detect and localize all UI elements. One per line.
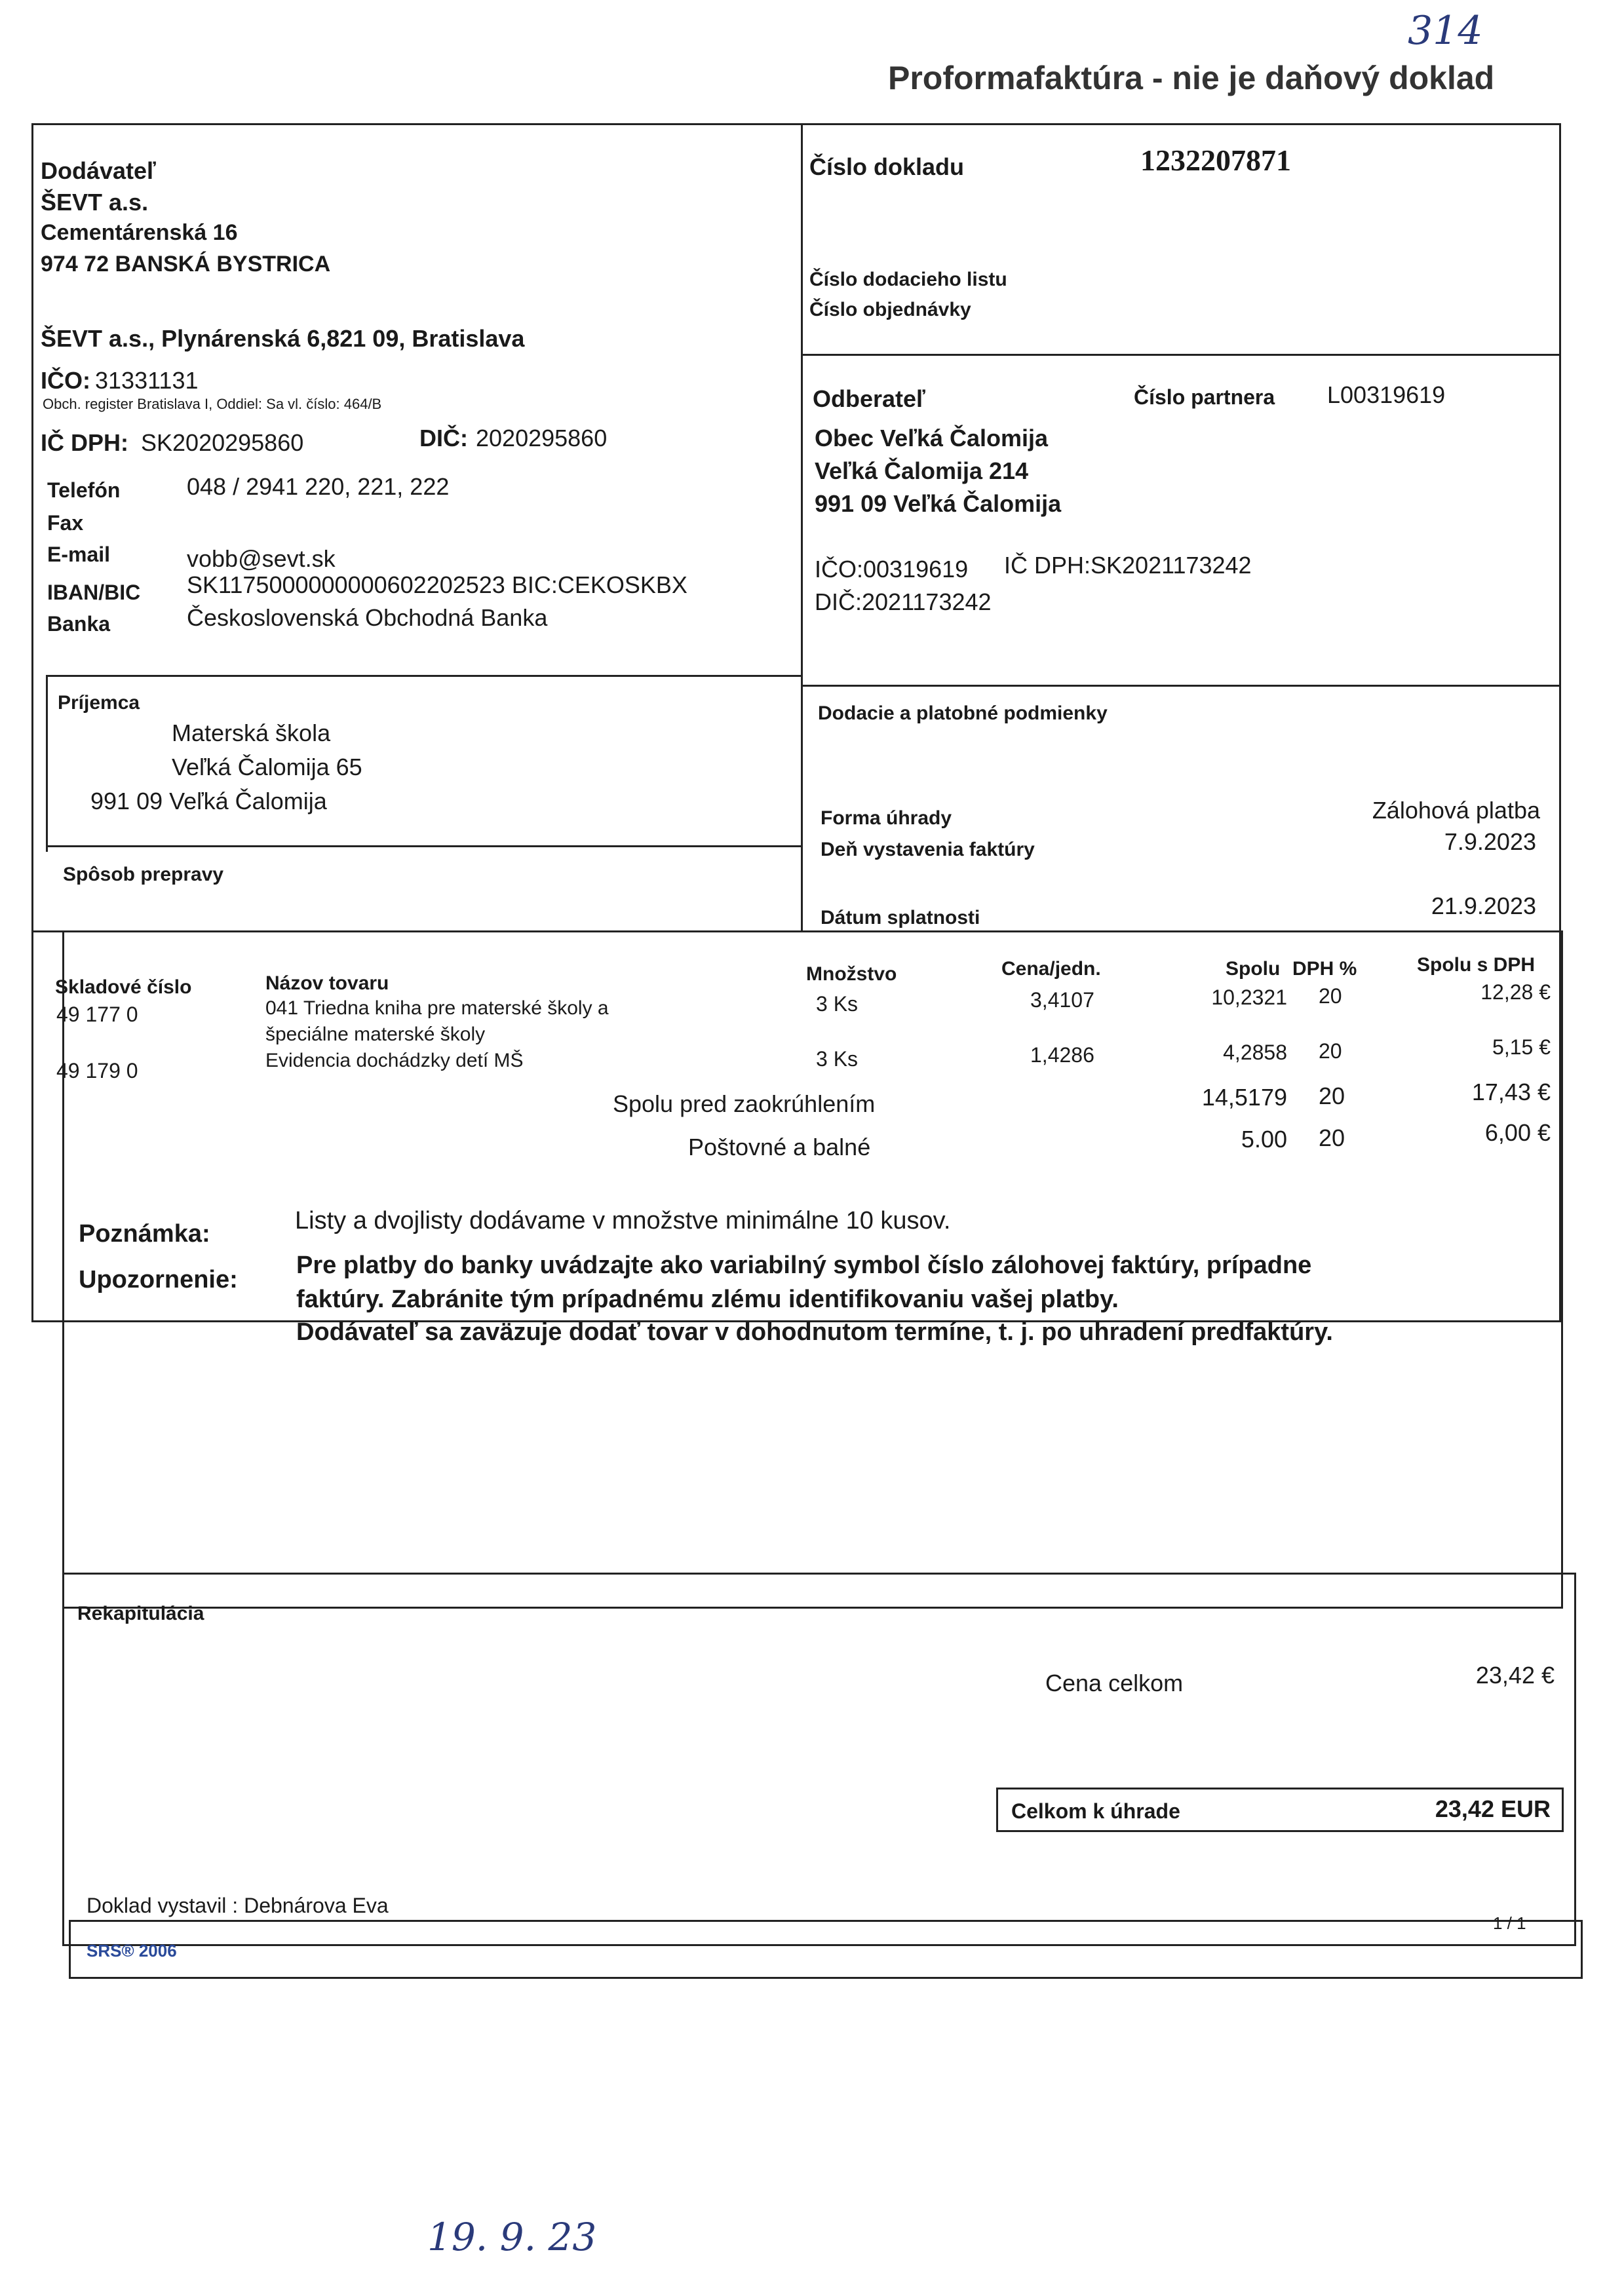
customer-street: Veľká Čalomija 214: [815, 457, 1029, 484]
terms-heading: Dodacie a platobné podmienky: [818, 702, 1108, 724]
warning-line3: Dodávateľ sa zaväzuje dodať tovar v dohodnutom termíne, t. j. po uhradení predfaktúry.: [296, 1318, 1333, 1346]
supplier-icdph: SK2020295860: [141, 429, 304, 456]
supplier-separator: [46, 675, 802, 677]
item-1-name-cont: špeciálne materské školy: [265, 1024, 486, 1045]
supplier-email: vobb@sevt.sk: [187, 545, 336, 572]
postage-vat: 20: [1319, 1124, 1345, 1151]
doc-number: 1232207871: [1140, 144, 1291, 177]
item-1-sku: 49 177 0: [56, 1003, 138, 1026]
price-total-label: Cena celkom: [1045, 1670, 1184, 1696]
customer-name: Obec Veľká Čalomija: [815, 425, 1049, 451]
col-header-total: Spolu: [1226, 958, 1281, 980]
page-indicator: 1 / 1: [1493, 1913, 1526, 1933]
warning-line2: faktúry. Zabránite tým prípadnému zlému identifikovaniu vašej platby.: [296, 1286, 1119, 1313]
postage-label: Poštovné a balné: [688, 1134, 871, 1160]
footer-box: [69, 1920, 1583, 1979]
supplier-register: Obch. register Bratislava I, Oddiel: Sa vl. číslo: 464/B: [43, 396, 382, 412]
customer-heading: Odberateľ: [813, 385, 925, 412]
payment-form-label: Forma úhrady: [821, 807, 952, 829]
docnum-separator: [801, 354, 1560, 356]
item-2-unit-price: 1,4286: [1030, 1043, 1094, 1067]
item-2-sku: 49 179 0: [56, 1059, 138, 1082]
postage-total-vat: 6,00 €: [1484, 1119, 1551, 1146]
supplier-city: 974 72 BANSKÁ BYSTRICA: [41, 252, 331, 277]
handwritten-page-number: 314: [1408, 8, 1483, 54]
handwritten-date: 19. 9. 23: [427, 2215, 597, 2259]
note-text: Listy a dvojlisty dodávame v množstve minimálne 10 kusov.: [295, 1207, 951, 1234]
supplier-phone: 048 / 2941 220, 221, 222: [187, 473, 450, 500]
supplier-heading: Dodávateľ: [41, 157, 156, 184]
supplier-fax-label: Fax: [47, 511, 84, 535]
order-label: Číslo objednávky: [809, 299, 971, 320]
customer-city: 991 09 Veľká Čalomija: [815, 490, 1062, 517]
postage-total: 5.00: [1241, 1126, 1287, 1153]
supplier-ico: 31331131: [95, 367, 199, 394]
supplier-icdph-label: IČ DPH:: [41, 429, 128, 456]
recipient-line3: 991 09 Veľká Čalomija: [90, 788, 327, 814]
page-title: Proformafaktúra - nie je daňový doklad: [888, 60, 1495, 96]
subtotal-total: 14,5179: [1201, 1084, 1287, 1111]
customer-ico: IČO:00319619: [815, 556, 969, 583]
warning-line1: Pre platby do banky uvádzajte ako variabilný symbol číslo zálohovej faktúry, prípadne: [296, 1252, 1312, 1279]
doc-number-label: Číslo dokladu: [809, 153, 965, 180]
due-date: 21.9.2023: [1431, 892, 1536, 919]
item-2-total: 4,2858: [1223, 1041, 1287, 1064]
item-2-vat: 20: [1319, 1039, 1342, 1063]
subtotal-total-vat: 17,43 €: [1471, 1079, 1551, 1105]
item-2-name: Evidencia dochádzky detí MŠ: [265, 1050, 524, 1071]
to-pay-amount: 23,42 EUR: [1435, 1795, 1551, 1822]
supplier-street: Cementárenská 16: [41, 220, 238, 245]
supplier-iban: SK1175000000000602202523 BIC:CEKOSKBX: [187, 571, 687, 598]
supplier-bank-label: Banka: [47, 612, 111, 636]
subtotal-label: Spolu pred zaokrúhlením: [613, 1090, 876, 1117]
partner-number: L00319619: [1327, 381, 1446, 408]
recipient-line1: Materská škola: [172, 719, 331, 746]
col-header-vat: DPH %: [1292, 958, 1357, 980]
recipient-heading: Príjemca: [58, 692, 140, 714]
item-1-qty: 3 Ks: [816, 992, 859, 1016]
recipient-separator: [46, 845, 802, 847]
recap-heading: Rekapitulácia: [77, 1603, 204, 1624]
supplier-dic: 2020295860: [476, 425, 608, 451]
item-1-vat: 20: [1319, 984, 1342, 1008]
transport-label: Spôsob prepravy: [63, 864, 224, 885]
to-pay-label: Celkom k úhrade: [1011, 1799, 1180, 1823]
issued-by: Doklad vystavil : Debnárova Eva: [87, 1894, 389, 1917]
recipient-line2: Veľká Čalomija 65: [172, 754, 362, 780]
supplier-branch: ŠEVT a.s., Plynárenská 6,821 09, Bratislava: [41, 325, 525, 352]
item-1-total-vat: 12,28 €: [1480, 980, 1551, 1004]
header-divider: [801, 124, 803, 930]
subtotal-vat: 20: [1319, 1082, 1345, 1109]
item-1-total: 10,2321: [1211, 985, 1287, 1009]
price-total: 23,42 €: [1475, 1662, 1555, 1689]
customer-dic: DIČ:2021173242: [815, 588, 992, 615]
issue-date-label: Deň vystavenia faktúry: [821, 839, 1035, 860]
col-header-sku: Skladové číslo: [55, 976, 192, 998]
payment-form: Zálohová platba: [1372, 797, 1540, 824]
supplier-phone-label: Telefón: [47, 478, 121, 502]
item-1-unit-price: 3,4107: [1030, 988, 1094, 1012]
issue-date: 7.9.2023: [1444, 828, 1536, 855]
col-header-unit-price: Cena/jedn.: [1001, 958, 1101, 980]
supplier-ico-label: IČO:: [41, 367, 90, 394]
supplier-bank: Československá Obchodná Banka: [187, 604, 548, 631]
col-header-name: Názov tovaru: [265, 972, 389, 994]
partner-label: Číslo partnera: [1134, 385, 1275, 409]
item-2-total-vat: 5,15 €: [1492, 1035, 1551, 1059]
warning-label: Upozornenie:: [79, 1266, 238, 1293]
srs-mark: SRS® 2006: [87, 1941, 177, 1961]
col-header-qty: Množstvo: [806, 963, 897, 985]
due-date-label: Dátum splatnosti: [821, 907, 980, 928]
customer-separator: [801, 685, 1560, 687]
supplier-dic-label: DIČ:: [419, 425, 468, 451]
supplier-email-label: E-mail: [47, 543, 111, 566]
col-header-total-vat: Spolu s DPH: [1417, 954, 1536, 976]
item-2-qty: 3 Ks: [816, 1047, 859, 1071]
delivery-note-label: Číslo dodacieho listu: [809, 269, 1007, 290]
recipient-left-border: [46, 675, 48, 852]
customer-icdph: IČ DPH:SK2021173242: [1004, 552, 1252, 579]
note-label: Poznámka:: [79, 1220, 210, 1248]
recap-box: [62, 1573, 1576, 1946]
supplier-name: ŠEVT a.s.: [41, 189, 149, 216]
item-1-name: 041 Triedna kniha pre materské školy a: [265, 997, 609, 1019]
supplier-iban-label: IBAN/BIC: [47, 581, 141, 604]
